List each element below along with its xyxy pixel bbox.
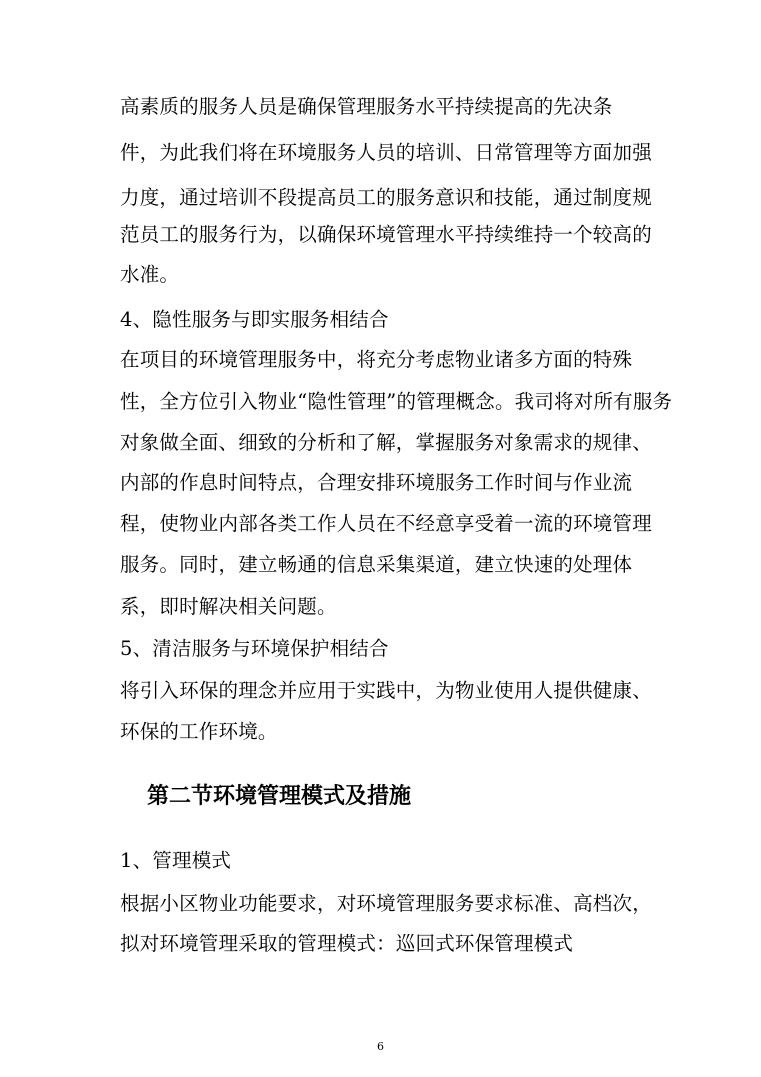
paragraph-line: 件，为此我们将在环境服务人员的培训、日常管理等方面加强 bbox=[120, 141, 652, 164]
subheading-line: 1、管理模式 bbox=[120, 849, 232, 872]
paragraph-line: 将引入环保的理念并应用于实践中，为物业使用人提供健康、 bbox=[120, 679, 652, 702]
section-title: 第二节环境管理模式及措施 bbox=[147, 783, 412, 809]
paragraph-line: 系，即时解决相关问题。 bbox=[120, 595, 337, 618]
paragraph-line: 根据小区物业功能要求，对环境管理服务要求标准、高档次， bbox=[120, 892, 652, 915]
page-number: 6 bbox=[377, 1040, 384, 1053]
paragraph-line: 服务。同时，建立畅通的信息采集渠道，建立快速的处理体 bbox=[120, 553, 633, 576]
paragraph-line: 性，全方位引入物业“隐性管理”的管理概念。我司将对所有服务 bbox=[120, 390, 673, 413]
subheading-line: 5、清洁服务与环境保护相结合 bbox=[120, 637, 389, 660]
paragraph-line: 拟对环境管理采取的管理模式：巡回式环保管理模式 bbox=[120, 932, 574, 955]
paragraph-line: 水准。 bbox=[120, 263, 180, 286]
paragraph-line: 内部的作息时间特点，合理安排环境服务工作时间与作业流 bbox=[120, 471, 633, 494]
paragraph-line: 环保的工作环境。 bbox=[120, 720, 278, 743]
paragraph-line: 力度，通过培训不段提高员工的服务意识和技能，通过制度规 bbox=[120, 186, 652, 209]
paragraph-line: 程，使物业内部各类工作人员在不经意享受着一流的环境管理 bbox=[120, 512, 652, 535]
paragraph-line: 范员工的服务行为，以确保环境管理水平持续维持一个较高的 bbox=[120, 223, 652, 246]
paragraph-line: 在项目的环境管理服务中，将充分考虑物业诸多方面的特殊 bbox=[120, 348, 633, 371]
paragraph-line: 高素质的服务人员是确保管理服务水平持续提高的先决条 bbox=[120, 95, 613, 118]
paragraph-line: 对象做全面、细致的分析和了解，掌握服务对象需求的规律、 bbox=[120, 431, 652, 454]
subheading-line: 4、隐性服务与即实服务相结合 bbox=[120, 308, 389, 331]
